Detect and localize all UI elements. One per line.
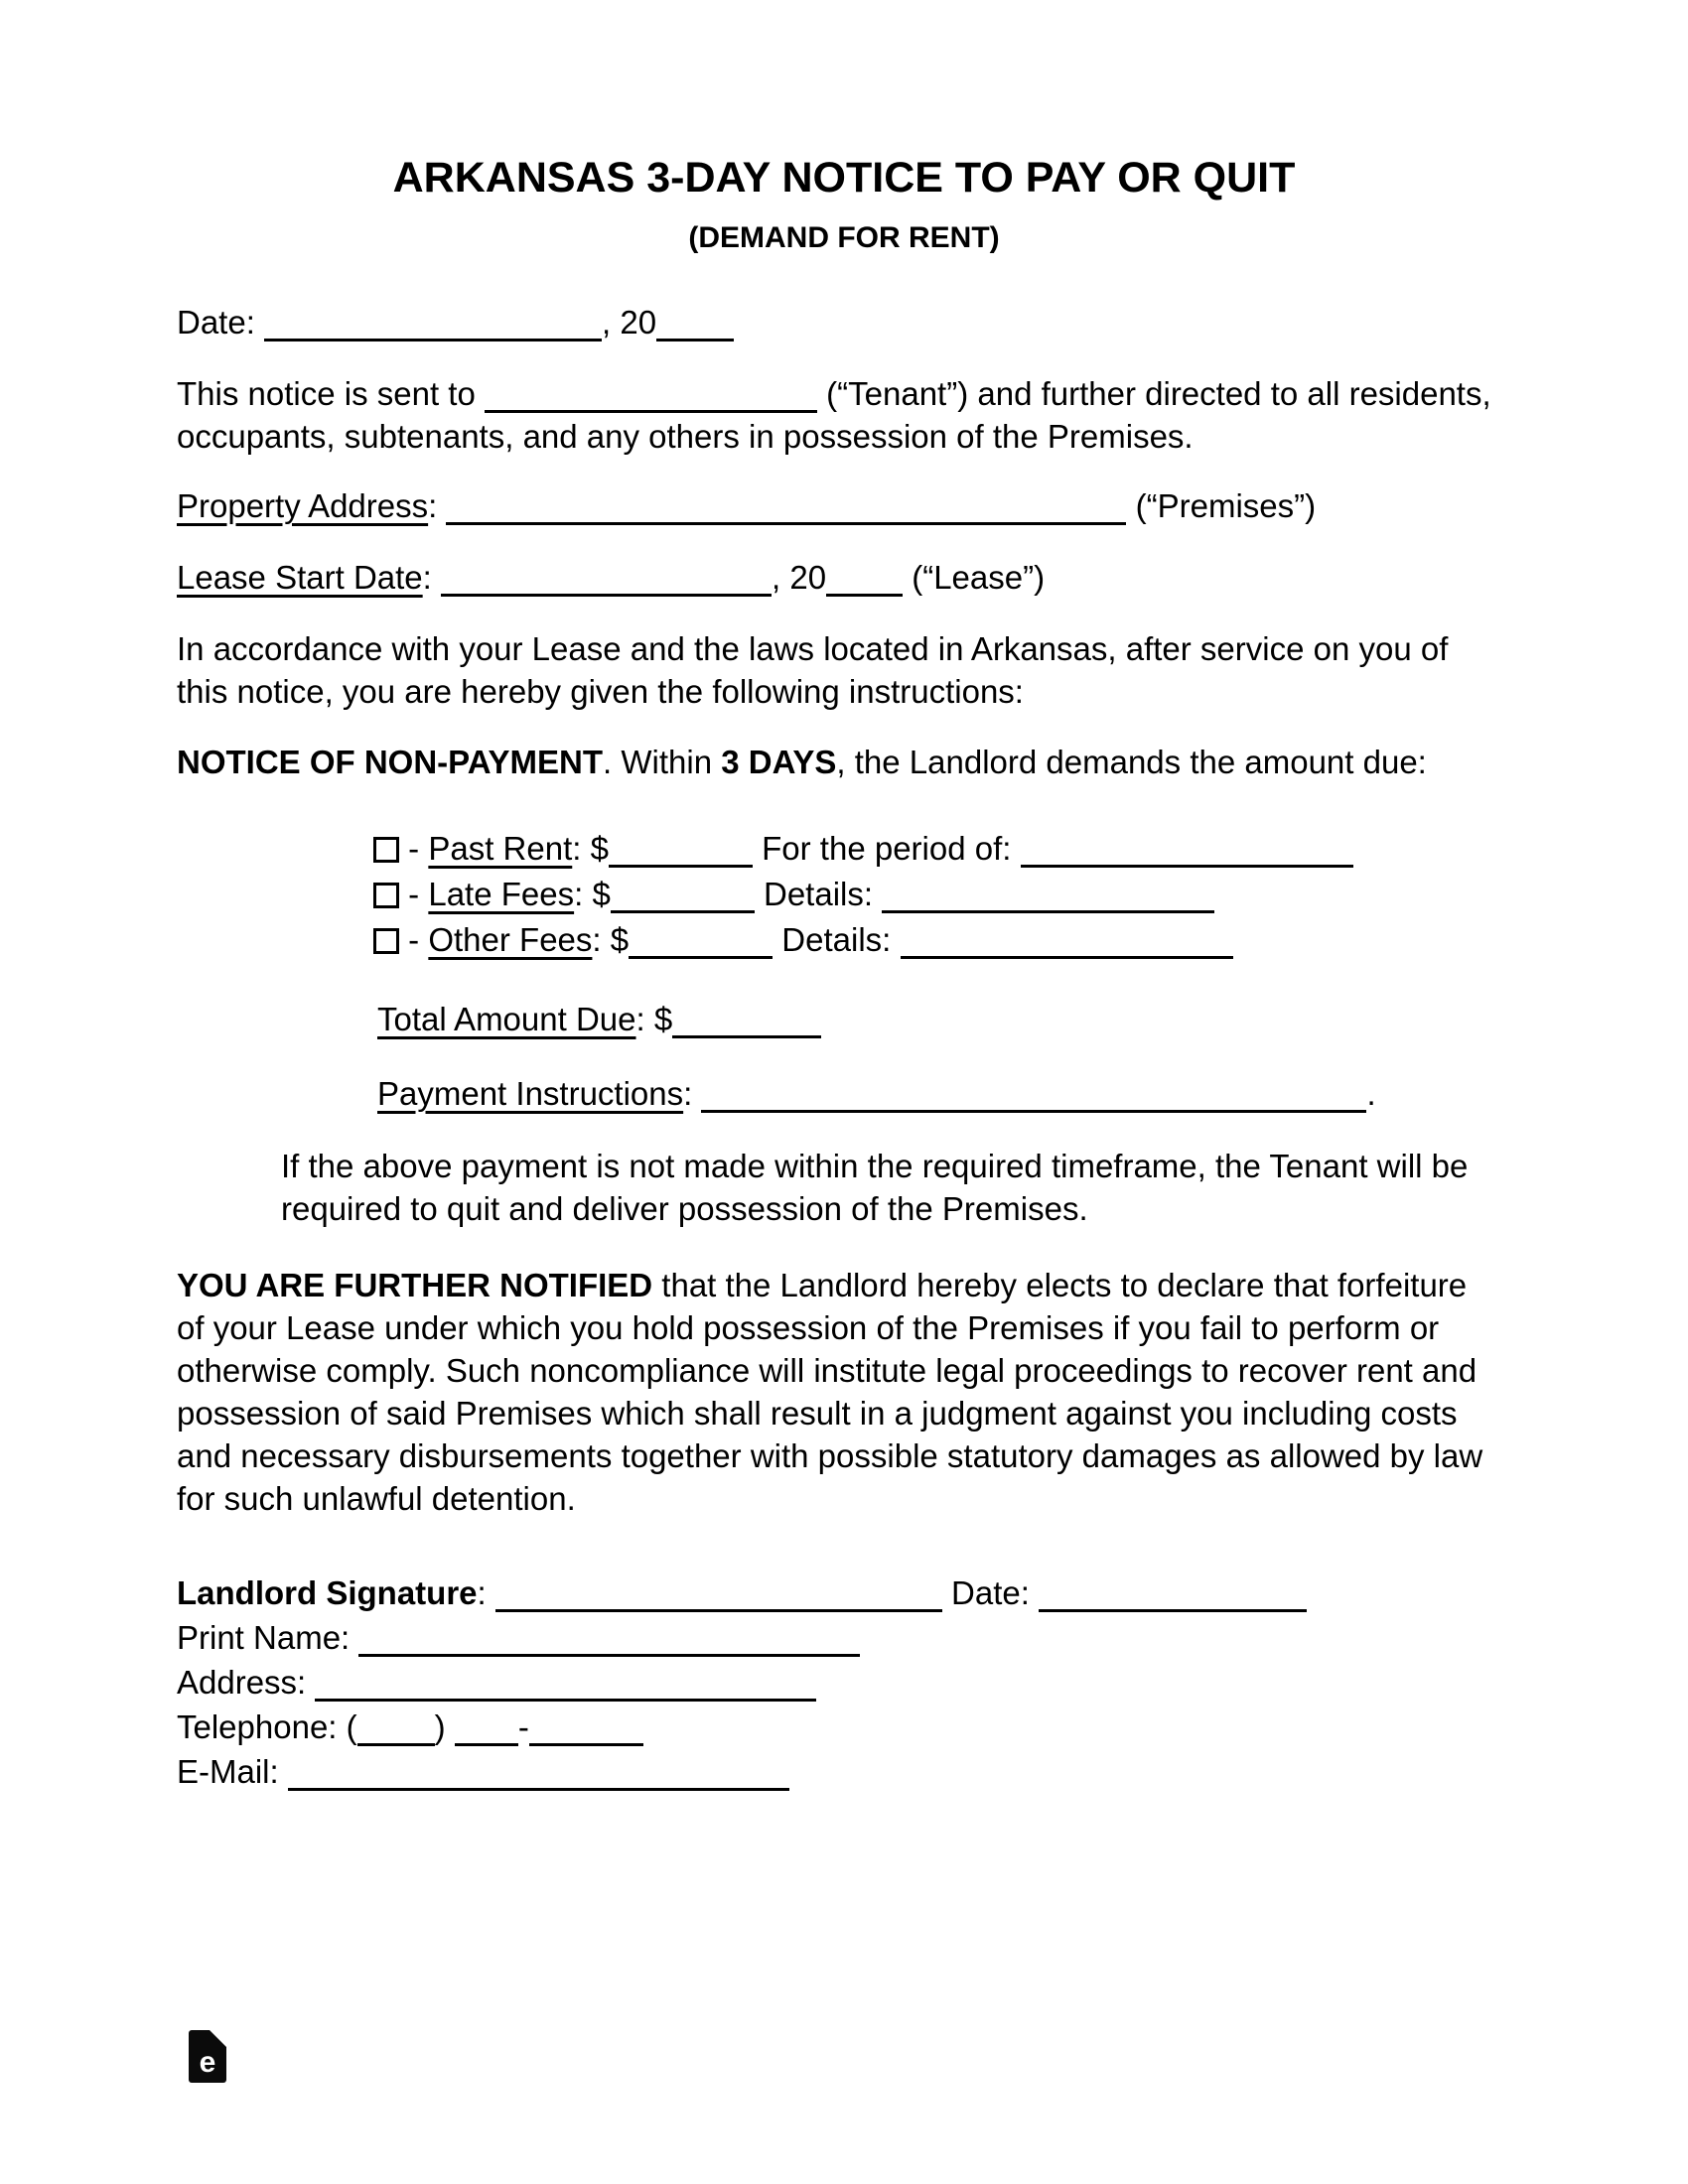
past-rent-amount-prefix: : $ (572, 830, 609, 867)
print-name-line (177, 1615, 1307, 1660)
payment-instructions-blank (701, 1110, 1366, 1113)
telephone-label: Telephone: (177, 1708, 338, 1745)
other-fees-details-blank (901, 956, 1233, 959)
payment-instructions-line (377, 1072, 1376, 1115)
phone-dash: - (517, 1708, 529, 1745)
notice-mid-text: . Within (603, 744, 713, 780)
phone-area-blank (357, 1743, 435, 1746)
property-address-line (177, 484, 1316, 527)
payment-colon: : (683, 1075, 693, 1112)
lease-year-blank (826, 594, 903, 597)
intro-line-1 (177, 372, 1491, 415)
late-fees-row (373, 872, 1353, 917)
forfeiture-line-3: otherwise comply. Such noncompliance will institute legal proceedings to recover rent and (177, 1352, 1477, 1389)
date-line (177, 301, 734, 343)
accordance-paragraph (177, 627, 1448, 713)
date-label: Date: (177, 304, 255, 341)
phone-close-paren: ) (434, 1708, 446, 1745)
eforms-logo (189, 2030, 226, 2083)
tenant-name-blank (485, 410, 817, 413)
notice-days: 3 DAYS (721, 744, 837, 780)
document-title: ARKANSAS 3-DAY NOTICE TO PAY OR QUIT (392, 154, 1296, 202)
notice-end-text: , the Landlord demands the amount due: (836, 744, 1427, 780)
date-year-prefix: , 20 (602, 304, 657, 341)
intro-line-2: occupants, subtenants, and any others in possession of the Premises. (177, 418, 1194, 455)
other-fees-amount-prefix: : $ (592, 921, 630, 958)
quit-clause-line-2: required to quit and deliver possession of the Premises. (281, 1190, 1088, 1227)
signature-block (177, 1570, 1307, 1794)
address-label: Address: (177, 1664, 307, 1701)
past-rent-row (373, 826, 1353, 872)
total-amount-prefix: : $ (635, 1001, 673, 1037)
forfeiture-line-2: of your Lease under which you hold possession of the Premises if you fail to perform or (177, 1309, 1440, 1346)
intro-text-pre: This notice is sent to (177, 375, 476, 412)
phone-line-blank (529, 1743, 643, 1746)
lease-date-blank (441, 594, 772, 597)
landlord-signature-line (177, 1570, 1307, 1615)
lease-colon: : (422, 559, 432, 596)
late-fees-amount-blank (611, 910, 755, 913)
dash: - (408, 830, 420, 867)
quit-clause-paragraph (281, 1145, 1468, 1230)
forfeiture-line-1 (177, 1264, 1482, 1306)
late-fees-details-blank (882, 910, 1214, 913)
payment-period: . (1366, 1075, 1376, 1112)
past-rent-label: Past Rent (428, 830, 573, 867)
lease-start-line (177, 556, 1045, 599)
property-address-label: Property Address (177, 487, 429, 524)
date-year-blank (656, 339, 734, 341)
phone-open-paren: ( (346, 1708, 357, 1745)
address-line (177, 1660, 1307, 1705)
other-fees-checkbox[interactable] (373, 928, 399, 954)
property-address-blank (446, 522, 1126, 525)
past-rent-period-blank (1021, 865, 1353, 868)
forfeiture-line-5: and necessary disbursements together with possible statutory damages as allowed by law (177, 1437, 1483, 1474)
fee-checkbox-list (373, 826, 1353, 963)
accordance-line-2: this notice, you are hereby given the following instructions: (177, 673, 1024, 710)
email-label: E-Mail: (177, 1753, 279, 1790)
total-amount-label: Total Amount Due (377, 1001, 636, 1037)
late-fees-details-label: Details: (763, 876, 874, 912)
notice-of-nonpayment-line (177, 741, 1427, 783)
document-subtitle: (DEMAND FOR RENT) (688, 221, 1000, 254)
forfeiture-line-4: possession of said Premises which shall result in a judgment against you including costs (177, 1395, 1458, 1432)
total-amount-blank (672, 1035, 821, 1038)
total-amount-line (377, 998, 821, 1040)
address-blank (315, 1699, 816, 1702)
signature-date-blank (1039, 1609, 1307, 1612)
other-fees-amount-blank (629, 956, 773, 959)
property-colon: : (428, 487, 438, 524)
lease-start-label: Lease Start Date (177, 559, 423, 596)
late-fees-amount-prefix: : $ (574, 876, 611, 912)
date-day-blank (264, 339, 602, 341)
signature-date-label: Date: (951, 1574, 1030, 1611)
past-rent-checkbox[interactable] (373, 837, 399, 863)
payment-instructions-label: Payment Instructions (377, 1075, 684, 1112)
past-rent-period-label: For the period of: (762, 830, 1012, 867)
forfeiture-line-6: for such unlawful detention. (177, 1480, 576, 1517)
print-name-blank (358, 1654, 860, 1657)
late-fees-label: Late Fees (428, 876, 575, 912)
landlord-signature-blank (495, 1609, 942, 1612)
other-fees-row (373, 917, 1353, 963)
intro-paragraph (177, 372, 1491, 458)
quit-clause-line-1: If the above payment is not made within the required timeframe, the Tenant will be (281, 1148, 1469, 1184)
lease-year-prefix: , 20 (772, 559, 827, 596)
forfeiture-paragraph (177, 1264, 1482, 1520)
premises-suffix: (“Premises”) (1135, 487, 1317, 524)
print-name-label: Print Name: (177, 1619, 351, 1656)
document-icon (189, 2030, 226, 2083)
other-fees-label: Other Fees (428, 921, 593, 958)
late-fees-checkbox[interactable] (373, 883, 399, 908)
logo-letter: e (199, 2046, 216, 2079)
other-fees-details-label: Details: (781, 921, 892, 958)
signature-colon: : (477, 1574, 487, 1611)
past-rent-amount-blank (609, 865, 753, 868)
email-blank (288, 1788, 789, 1791)
forfeiture-heading: YOU ARE FURTHER NOTIFIED (177, 1267, 653, 1303)
dash: - (408, 921, 420, 958)
forfeiture-line1-text: that the Landlord hereby elects to declare that forfeiture (661, 1267, 1468, 1303)
phone-prefix-blank (455, 1743, 518, 1746)
landlord-signature-label: Landlord Signature (177, 1574, 478, 1611)
email-line (177, 1749, 1307, 1794)
accordance-line-1: In accordance with your Lease and the laws located in Arkansas, after service on you of (177, 630, 1449, 667)
intro-text-post: (“Tenant”) and further directed to all residents, (826, 375, 1491, 412)
notice-heading: NOTICE OF NON-PAYMENT (177, 744, 604, 780)
lease-suffix: (“Lease”) (912, 559, 1046, 596)
telephone-line (177, 1705, 1307, 1749)
dash: - (408, 876, 420, 912)
